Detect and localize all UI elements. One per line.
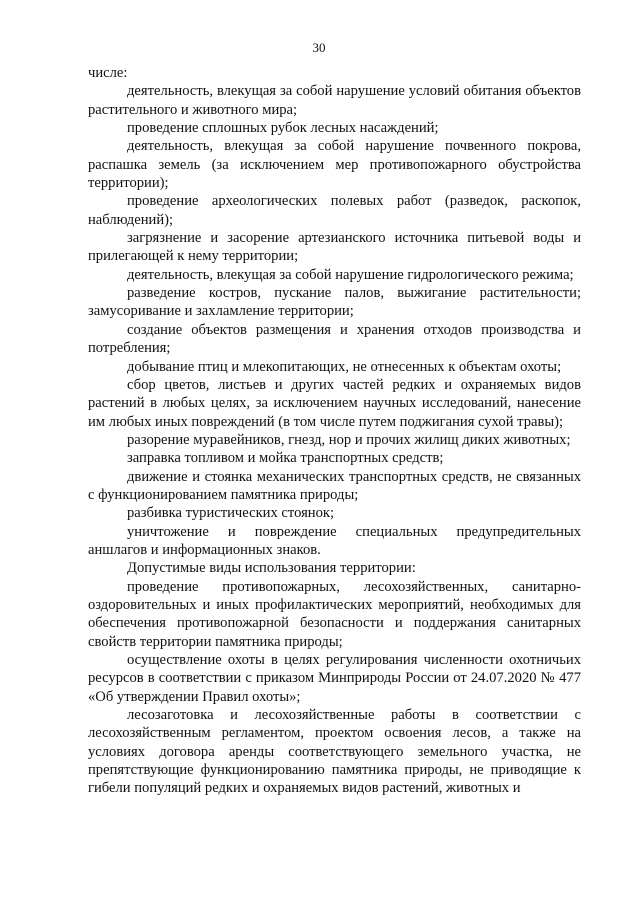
paragraph: уничтожение и повреждение специальных предупредительных аншлагов и информационных знаков. — [88, 523, 581, 558]
paragraph: проведение сплошных рубок лесных насаждений; — [127, 120, 439, 137]
paragraph: проведение противопожарных, лесохозяйственных, санитарно-оздоровительных и иных профилактических мероприятий, необходимых для обеспечения противопожарной безопасности и поддержания санитарных свойств территории памятника природы; — [88, 578, 581, 650]
page-number: 30 — [312, 40, 326, 55]
paragraph: добывание птиц и млекопитающих, не отнесенных к объектам охоты; — [127, 358, 562, 375]
paragraph: лесозаготовка и лесохозяйственные работы в соответствии с лесохозяйственным регламентом, проектом освоения лесов, а также на условиях договора аренды соответствующего земельного участка, не препятствующие функционированию памятника природы, не приводящие к гибели популяций редких и охраняемых видов растений, животных и — [88, 707, 581, 797]
paragraph: деятельность, влекущая за собой нарушение условий обитания объектов растительного и животного мира; — [88, 83, 581, 118]
paragraph: загрязнение и засорение артезианского источника питьевой воды и прилегающей к нему территории; — [88, 230, 581, 265]
paragraph: осуществление охоты в целях регулирования численности охотничьих ресурсов в соответствии с приказом Минприроды России от 24.07.2020 № 477 «Об утверждении Правил охоты»; — [88, 652, 581, 705]
paragraph: проведение археологических полевых работ (разведок, раскопок, наблюдений); — [88, 193, 581, 228]
paragraph: сбор цветов, листьев и других частей редких и охраняемых видов растений в любых целях, за исключением научных исследований, нанесение им любых иных повреждений (в том числе путем поджигания сухой травы); — [88, 376, 581, 430]
document-body — [88, 64, 581, 798]
section-heading: Допустимые виды использования территории: — [127, 560, 416, 577]
paragraph: разведение костров, пускание палов, выжигание растительности; замусоривание и захламление территории; — [88, 285, 581, 320]
paragraph: разорение муравейников, гнезд, нор и прочих жилищ диких животных; — [127, 431, 571, 448]
paragraph: создание объектов размещения и хранения отходов производства и потребления; — [88, 321, 581, 357]
paragraph: движение и стоянка механических транспортных средств, не связанных с функционированием памятника природы; — [88, 468, 581, 503]
paragraph: деятельность, влекущая за собой нарушение почвенного покрова, распашка земель (за исключением мер противопожарного обустройства территории); — [88, 138, 581, 192]
paragraph: разбивка туристических стоянок; — [127, 505, 335, 522]
paragraph: деятельность, влекущая за собой нарушение гидрологического режима; — [127, 266, 574, 283]
paragraph: числе: — [88, 65, 128, 81]
paragraph: заправка топливом и мойка транспортных средств; — [127, 450, 444, 467]
